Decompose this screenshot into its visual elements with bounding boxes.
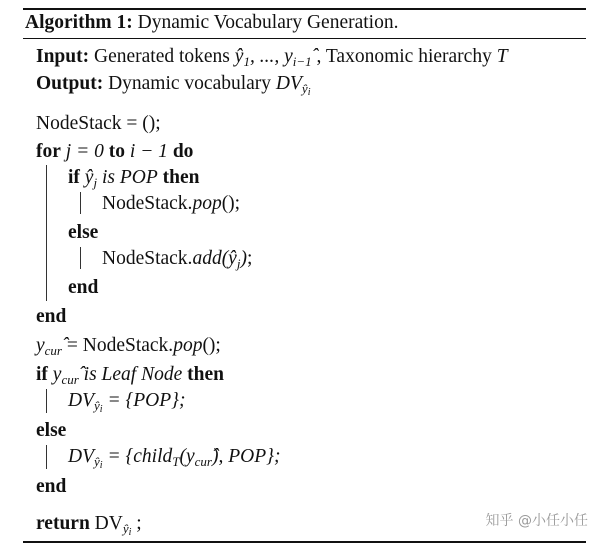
end-for-line: end bbox=[36, 306, 67, 327]
for-body-bar bbox=[46, 165, 47, 301]
if-leaf-bar bbox=[46, 389, 47, 413]
algorithm-title: Algorithm 1: Dynamic Vocabulary Generation. bbox=[25, 12, 399, 33]
dv-pop-line: $DV_{ŷ_i} = \{POP\}$; bbox=[68, 390, 186, 415]
top-rule bbox=[23, 8, 586, 10]
dv-child-line: $DV_{ŷ_i}$ = {$child_T(y_{cur}̂)$, POP}; bbox=[68, 446, 281, 471]
else-body-bar bbox=[80, 247, 81, 269]
add-statement: $NodeStack.add(ŷ_j)$; bbox=[102, 248, 253, 271]
end-if-line: end bbox=[68, 277, 99, 298]
if-leaf-line: if $y_{cur}̂$ is Leaf Node then bbox=[36, 364, 224, 387]
if-pop-line: if $ŷ_j$ is POP then bbox=[68, 167, 200, 190]
for-line: for j = 0 to i − 1 do bbox=[36, 141, 194, 162]
title-rule bbox=[23, 38, 586, 39]
input-line: Input: Generated tokens $ŷ_1$, ..., $y_{i-1}$ , Taxonomic hierarchy T bbox=[36, 46, 508, 69]
bottom-rule bbox=[23, 541, 586, 543]
else-line-2: else bbox=[36, 420, 67, 441]
pop-statement: NodeStack.pop(); bbox=[102, 193, 241, 214]
end-if-leaf-line: end bbox=[36, 476, 67, 497]
else-leaf-bar bbox=[46, 445, 47, 469]
output-line: Output: Dynamic vocabulary $DV_{ŷ_i}$ bbox=[36, 73, 311, 98]
init-line: NodeStack = (); bbox=[36, 113, 161, 134]
if-body-bar bbox=[80, 192, 81, 214]
cur-assign-line: $y_{cur}$ = NodeStack.pop(); bbox=[36, 335, 221, 358]
else-line-1: else bbox=[68, 222, 99, 243]
return-line: return $DV_{ŷ_i}$ ; bbox=[36, 513, 142, 538]
watermark: 知乎 @小任小任 bbox=[485, 513, 588, 529]
